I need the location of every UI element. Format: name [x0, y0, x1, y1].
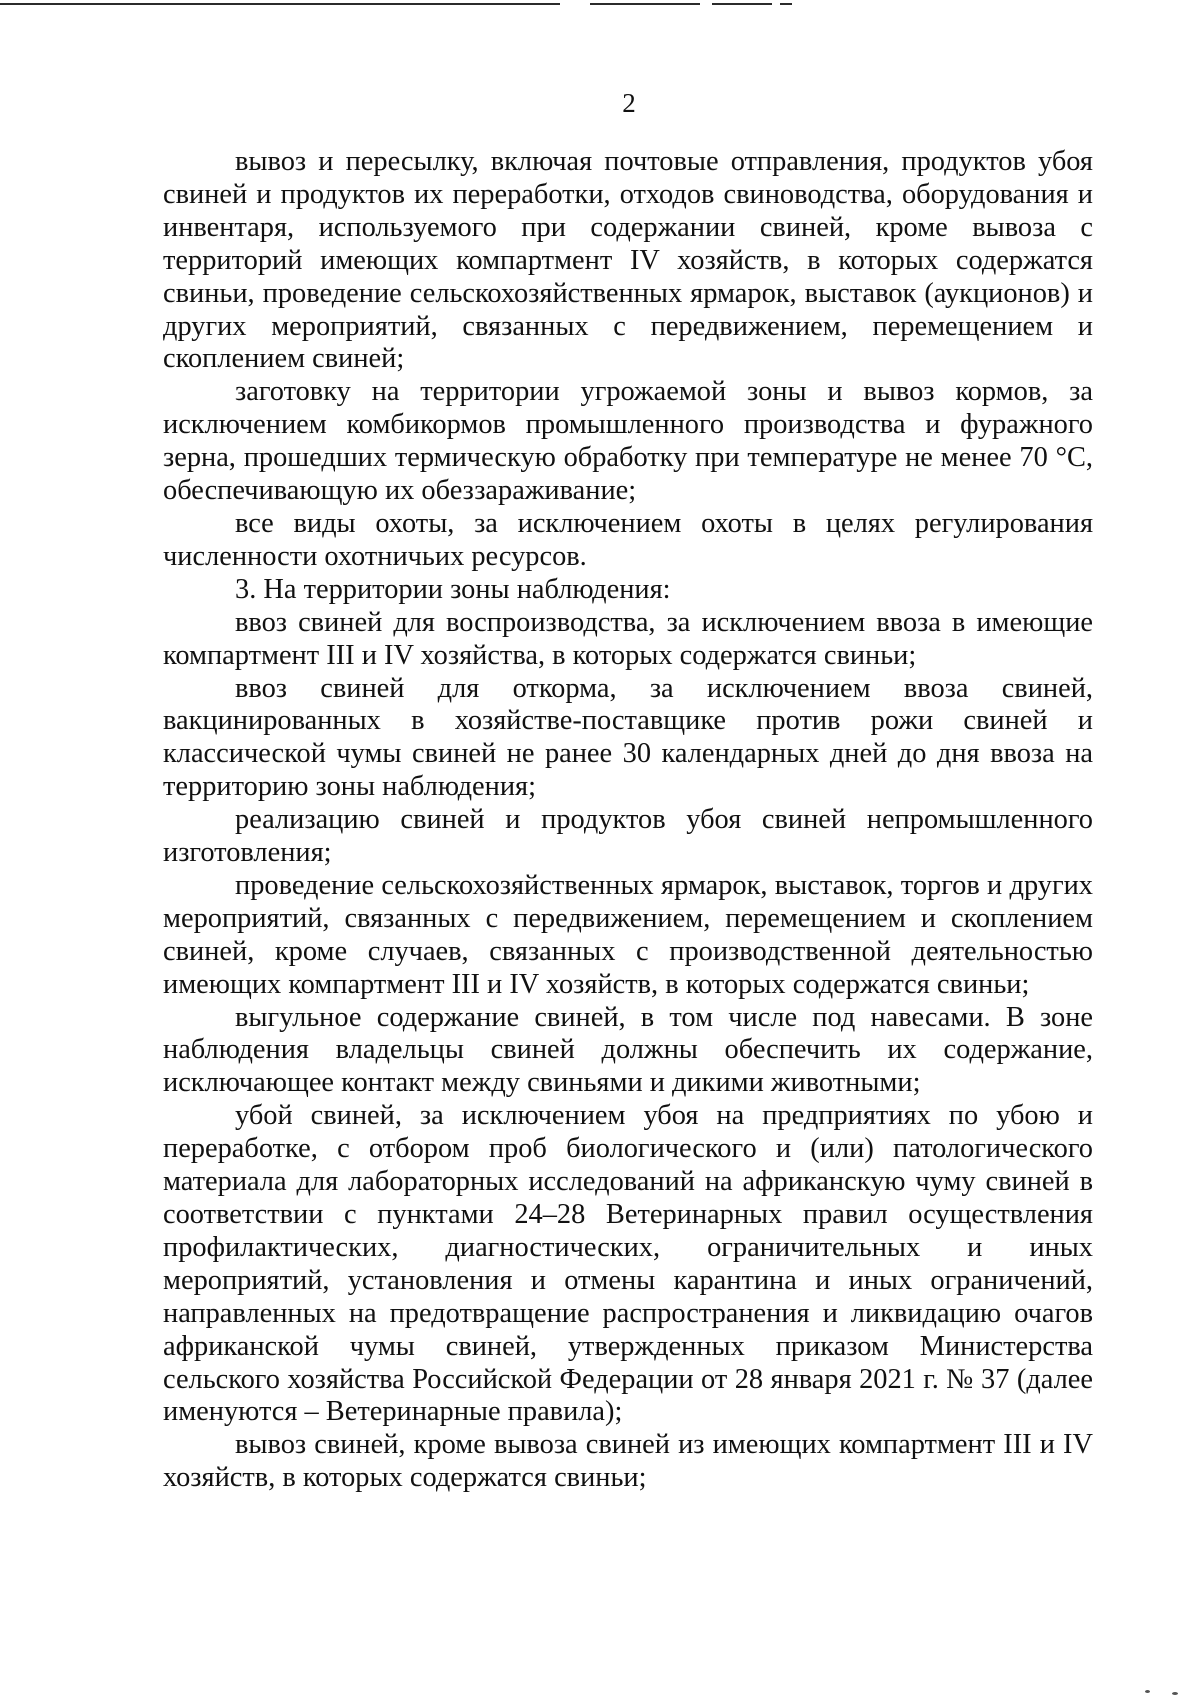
paragraph: выгульное содержание свиней, в том числе под навесами. В зоне наблюдения владельцы свиней должны обеспечить их содержание, исключающее контакт между свиньями и дикими животными;: [163, 1001, 1093, 1099]
paragraph: все виды охоты, за исключением охоты в целях регулирования численности охотничьих ресурсов.: [163, 507, 1093, 572]
paragraph: заготовку на территории угрожаемой зоны и вывоз кормов, за исключением комбикормов промышленного производства и фуражного зерна, прошедших термическую обработку при температуре не менее 70 °С, обеспечивающую их обеззараживание;: [163, 376, 1093, 507]
scan-speck: [1145, 1690, 1150, 1693]
paragraph: убой свиней, за исключением убоя на предприятиях по убою и переработке, с отбором проб биологического и (или) патологического материала для лабораторных исследований на африканскую чуму свиней в соответствии с пунктами 24–28 Ветеринарных правил осуществления профилактических, диагностических, ограничительных и иных мероприятий, установления и отмены карантина и иных ограничений, направленных на предотвращение распространения и ликвидацию очагов африканской чумы свиней, утвержденных приказом Министерства сельского хозяйства Российской Федерации от 28 января 2021 г. № 37 (далее именуются – Ветеринарные правила);: [163, 1100, 1093, 1428]
scan-edge-line: [590, 3, 700, 5]
scan-edge-line: [780, 3, 792, 5]
paragraph: вывоз и пересылку, включая почтовые отправления, продуктов убоя свиней и продуктов их переработки, отходов свиноводства, оборудования и инвентаря, используемого при содержании свиней, кроме вывоза с территорий имеющих компартмент IV хозяйств, в которых содержатся свиньи, проведение сельскохозяйственных ярмарок, выставок (аукционов) и других мероприятий, связанных с передвижением, перемещением и скоплением свиней;: [163, 146, 1093, 375]
paragraph: проведение сельскохозяйственных ярмарок, выставок, торгов и других мероприятий, связанных с передвижением, перемещением и скоплением свиней, кроме случаев, связанных с производственной деятельностью имеющих компартмент III и IV хозяйств, в которых содержатся свиньи;: [163, 869, 1093, 1000]
document-body: [163, 146, 1093, 1495]
paragraph: ввоз свиней для откорма, за исключением ввоза свиней, вакцинированных в хозяйстве-поставщике против рожи свиней и классической чумы свиней не ранее 30 календарных дней до дня ввоза на территорию зоны наблюдения;: [163, 672, 1093, 803]
scan-edge-line: [0, 3, 560, 5]
scan-edge-line: [712, 3, 772, 5]
page-number: 2: [622, 88, 636, 118]
paragraph: вывоз свиней, кроме вывоза свиней из имеющих компартмент III и IV хозяйств, в которых содержатся свиньи;: [163, 1429, 1093, 1494]
paragraph: 3. На территории зоны наблюдения:: [235, 573, 671, 605]
scan-top-edge: [0, 0, 1200, 10]
scan-speck: [1172, 1692, 1178, 1695]
paragraph: ввоз свиней для воспроизводства, за исключением ввоза в имеющие компартмент III и IV хозяйства, в которых содержатся свиньи;: [163, 606, 1093, 671]
paragraph: реализацию свиней и продуктов убоя свиней непромышленного изготовления;: [163, 804, 1093, 869]
